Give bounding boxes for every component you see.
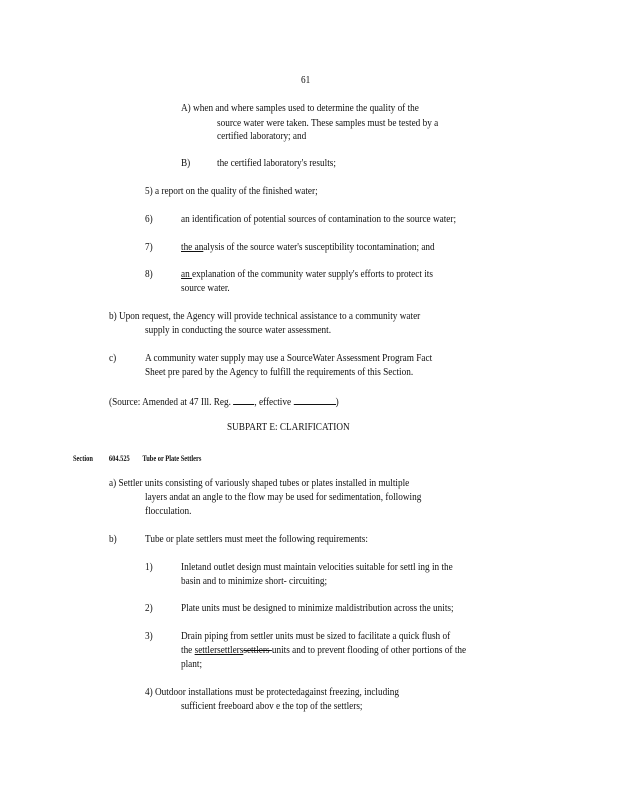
item-8-label: 8) (145, 269, 153, 280)
section-number: 604.525 (108, 454, 130, 463)
source-part1: (Source: Amended at 47 Ill. Reg. (109, 397, 231, 408)
req-4-line1: 4) Outdoor installations must be protectedagainst freezing, including (145, 687, 400, 698)
req-4-line2: sufficient freeboard abov e the top of the settlers; (181, 701, 363, 712)
req-3-inserted: settlersettlers (194, 645, 244, 656)
section-heading (73, 452, 201, 465)
req-3-line2 (181, 644, 466, 657)
settler-a-line2: layers andat an angle to the flow may be used for sedimentation, following (145, 492, 422, 503)
section-label: Section (73, 454, 93, 463)
subpart-heading: SUBPART E: CLARIFICATION (227, 422, 350, 433)
item-8-line2: source water. (181, 283, 230, 294)
item-7-text (181, 241, 435, 254)
item-b-text: the certified laboratory's results; (217, 158, 336, 169)
source-blank-1 (233, 394, 254, 405)
item-a-line3: certified laboratory; and (217, 131, 307, 142)
settler-b-label: b) (109, 534, 117, 545)
para-b-line1: b) Upon request, the Agency will provide technical assistance to a community water (109, 311, 421, 322)
req-3-pre: the (181, 645, 195, 656)
req-3-label: 3) (145, 631, 153, 642)
settler-a-line3: flocculation. (145, 506, 192, 517)
source-blank-2 (293, 394, 335, 405)
item-a-line2: source water were taken. These samples must be tested by a (217, 118, 439, 129)
section-title: Tube or Plate Settlers (142, 454, 202, 463)
source-note (109, 394, 339, 409)
item-8-inserted: an (181, 269, 193, 280)
item-5: 5) a report on the quality of the finished water; (145, 186, 318, 197)
item-8-rest: explanation of the community water supply's efforts to protect its (192, 269, 433, 280)
item-7-inserted: the an (181, 242, 204, 253)
source-part3: ) (335, 397, 339, 408)
item-a-line1: A) when and where samples used to determine the quality of the (181, 103, 419, 114)
para-b-line2: supply in conducting the source water assessment. (145, 325, 332, 336)
req-3-deleted: settlers (243, 645, 272, 656)
req-1-line1: Inletand outlet design must maintain velocities suitable for settl ing in the (181, 562, 453, 573)
item-8-line1 (181, 268, 433, 281)
item-6-label: 6) (145, 214, 153, 225)
req-2-label: 2) (145, 603, 153, 614)
req-2-text: Plate units must be designed to minimize maldistribution across the units; (181, 603, 454, 614)
req-1-line2: basin and to minimize short- circuiting; (181, 576, 328, 587)
source-part2: , effective (254, 397, 292, 408)
item-7-rest: alysis of the source water's susceptibility tocontamination; and (203, 242, 435, 253)
settler-a-line1: a) Settler units consisting of variously shaped tubes or plates installed in multiple (109, 478, 410, 489)
req-3-rest: units and to prevent flooding of other portions of the (271, 645, 467, 656)
para-c-line1: A community water supply may use a SourceWater Assessment Program Fact (145, 353, 433, 364)
item-7-label: 7) (145, 242, 153, 253)
para-c-line2: Sheet pre pared by the Agency to fulfill the requirements of this Section. (145, 367, 414, 378)
item-b-label: B) (181, 158, 191, 169)
para-c-label: c) (109, 353, 117, 364)
req-3-line3: plant; (181, 659, 203, 670)
req-1-label: 1) (145, 562, 153, 573)
req-3-line1: Drain piping from settler units must be sized to facilitate a quick flush of (181, 631, 451, 642)
page-number: 61 (301, 75, 311, 86)
item-6-text: an identification of potential sources of contamination to the source water; (181, 214, 457, 225)
settler-b-text: Tube or plate settlers must meet the following requirements: (145, 534, 368, 545)
